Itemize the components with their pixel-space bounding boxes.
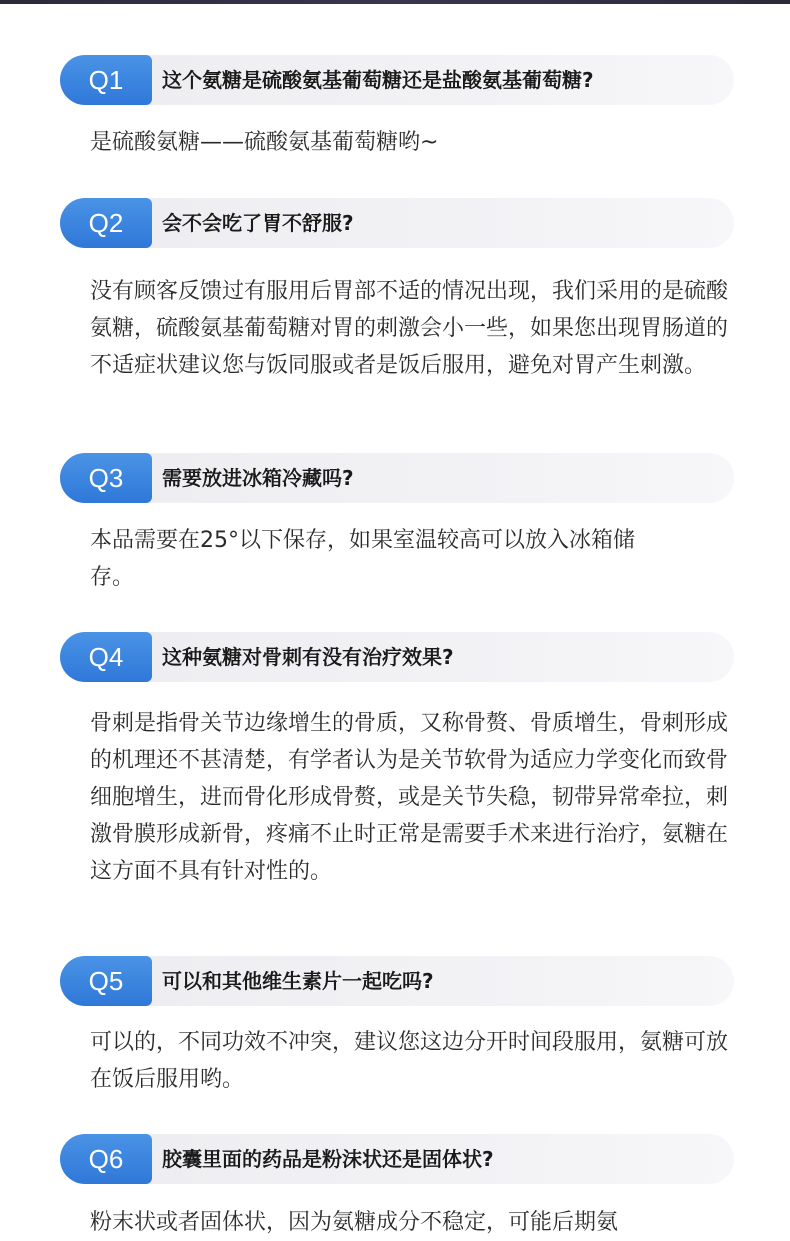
answer-text: 本品需要在25°以下保存，如果室温较高可以放入冰箱储存。 [90, 528, 635, 590]
question-number-badge: Q5 [60, 956, 152, 1006]
answer-text: 可以的，不同功效不冲突，建议您这边分开时间段服用，氨糖可放在饭后服用哟。 [90, 1030, 729, 1092]
question-number-badge: Q2 [60, 198, 152, 248]
question-bar [60, 55, 734, 105]
question-number-badge: Q4 [60, 632, 152, 682]
question-text: 胶囊里面的药品是粉沫状还是固体状? [162, 1147, 494, 1171]
question-text: 会不会吃了胃不舒服? [162, 211, 354, 235]
answer-text: 粉末状或者固体状，因为氨糖成分不稳定，可能后期氨 [90, 1210, 619, 1235]
question-text: 需要放进冰箱冷藏吗? [162, 466, 354, 490]
question-text: 这种氨糖对骨刺有没有治疗效果? [162, 645, 454, 669]
top-header-strip [0, 0, 790, 4]
question-bar [60, 1134, 734, 1184]
question-bar [60, 453, 734, 503]
question-bar [60, 632, 734, 682]
answer-text: 是硫酸氨糖——硫酸氨基葡萄糖哟~ [90, 130, 439, 155]
question-bar [60, 198, 734, 248]
answer-text: 没有顾客反馈过有服用后胃部不适的情况出现，我们采用的是硫酸氨糖，硫酸氨基葡萄糖对胃的刺激会小一些，如果您出现胃肠道的不适症状建议您与饭同服或者是饭后服用，避免对胃产生刺激。 [90, 279, 729, 378]
question-text: 可以和其他维生素片一起吃吗? [162, 969, 434, 993]
question-text: 这个氨糖是硫酸氨基葡萄糖还是盐酸氨基葡萄糖? [162, 68, 594, 92]
question-number-badge: Q3 [60, 453, 152, 503]
question-number-badge: Q6 [60, 1134, 152, 1184]
answer-text: 骨刺是指骨关节边缘增生的骨质，又称骨赘、骨质增生，骨刺形成的机理还不甚清楚，有学者认为是关节软骨为适应力学变化而致骨细胞增生，进而骨化形成骨赘，或是关节失稳，韧带异常牵拉，刺激骨膜形成新骨，疼痛不止时正常是需要手术来进行治疗，氨糖在这方面不具有针对性的。 [90, 711, 729, 884]
question-number-badge: Q1 [60, 55, 152, 105]
question-bar [60, 956, 734, 1006]
